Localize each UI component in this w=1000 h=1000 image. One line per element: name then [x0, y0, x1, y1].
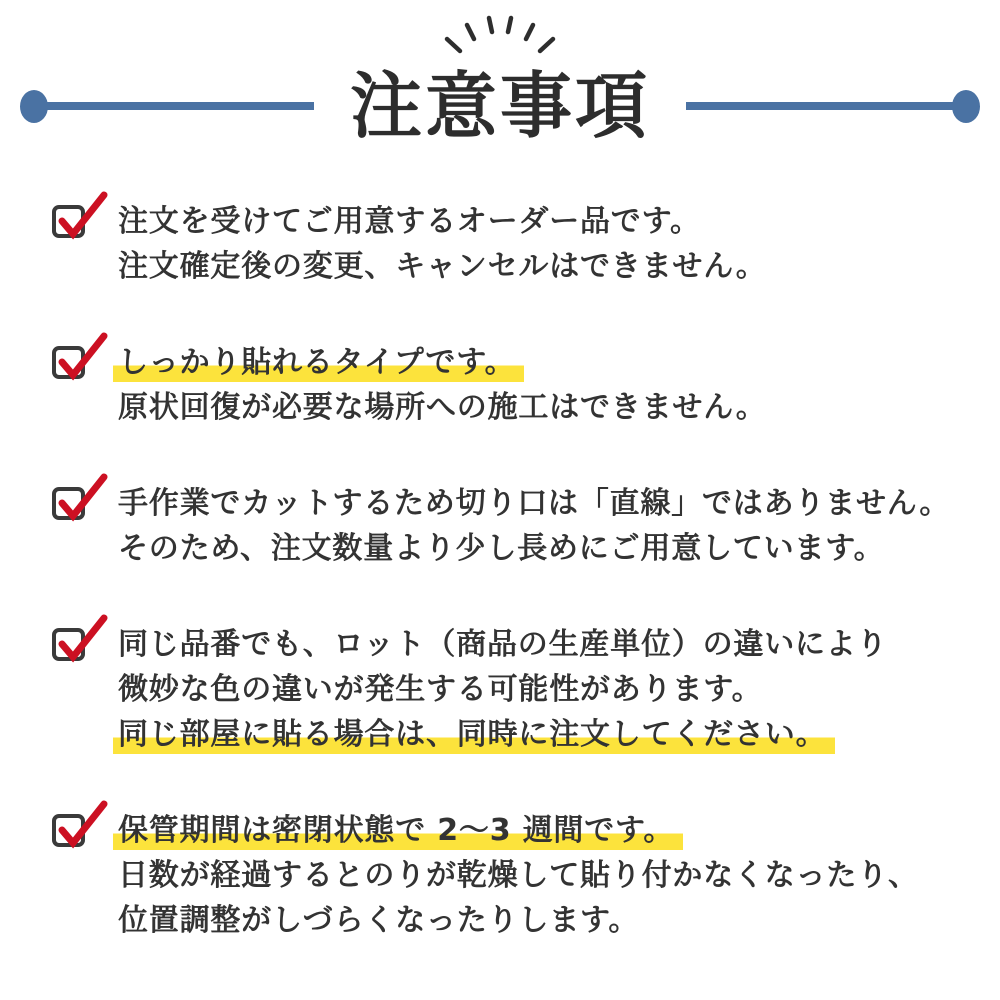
notice-text: そのため、注文数量より少し長めにご用意しています。: [118, 531, 885, 567]
notice-text: 原状回復が必要な場所への施工はできません。: [118, 390, 767, 426]
checklist-item: [52, 199, 972, 289]
checklist-item: [52, 622, 972, 757]
right-rule: [686, 90, 980, 123]
checkbox-checked-icon: [52, 346, 85, 379]
item-text-block: [118, 808, 919, 943]
header: [0, 0, 1000, 149]
notice-text: 位置調整がしづらくなったりします。: [118, 903, 640, 939]
item-text-block: [118, 622, 887, 757]
title-row: [0, 63, 1000, 149]
page-title: 注意事項: [350, 64, 651, 148]
right-rule-line: [686, 102, 960, 110]
notice-text: 日数が経過するとのりが乾燥して貼り付かなくなったり、: [118, 858, 919, 894]
item-text-block: [118, 199, 767, 289]
item-text-block: [118, 340, 767, 430]
checklist-item: [52, 340, 972, 430]
notice-text: 注文確定後の変更、キャンセルはできません。: [118, 249, 767, 285]
checkbox-checked-icon: [52, 205, 85, 238]
notice-text: 保管期間は密閉状態で 2〜3 週間です。: [113, 813, 683, 850]
checkbox-checked-icon: [52, 487, 85, 520]
checklist-item: [52, 481, 972, 571]
checkbox-checked-icon: [52, 814, 85, 847]
notice-text: 微妙な色の違いが発生する可能性があります。: [118, 672, 763, 708]
burst-rays-icon: [440, 14, 560, 59]
left-rule-line: [40, 102, 314, 110]
notice-text: 手作業でカットするため切り口は「直線」ではありません。: [118, 486, 951, 522]
item-text-block: [118, 481, 950, 571]
checklist: [0, 199, 1000, 943]
notice-text: 同じ品番でも、ロット（商品の生産単位）の違いにより: [118, 627, 888, 663]
checkbox-checked-icon: [52, 628, 85, 661]
notice-text: 同じ部屋に貼る場合は、同時に注文してください。: [113, 717, 835, 754]
notice-text: 注文を受けてご用意するオーダー品です。: [118, 204, 701, 240]
checklist-item: [52, 808, 972, 943]
notice-text: しっかり貼れるタイプです。: [113, 345, 524, 382]
right-rule-dot: [952, 90, 980, 123]
left-rule: [20, 90, 314, 123]
